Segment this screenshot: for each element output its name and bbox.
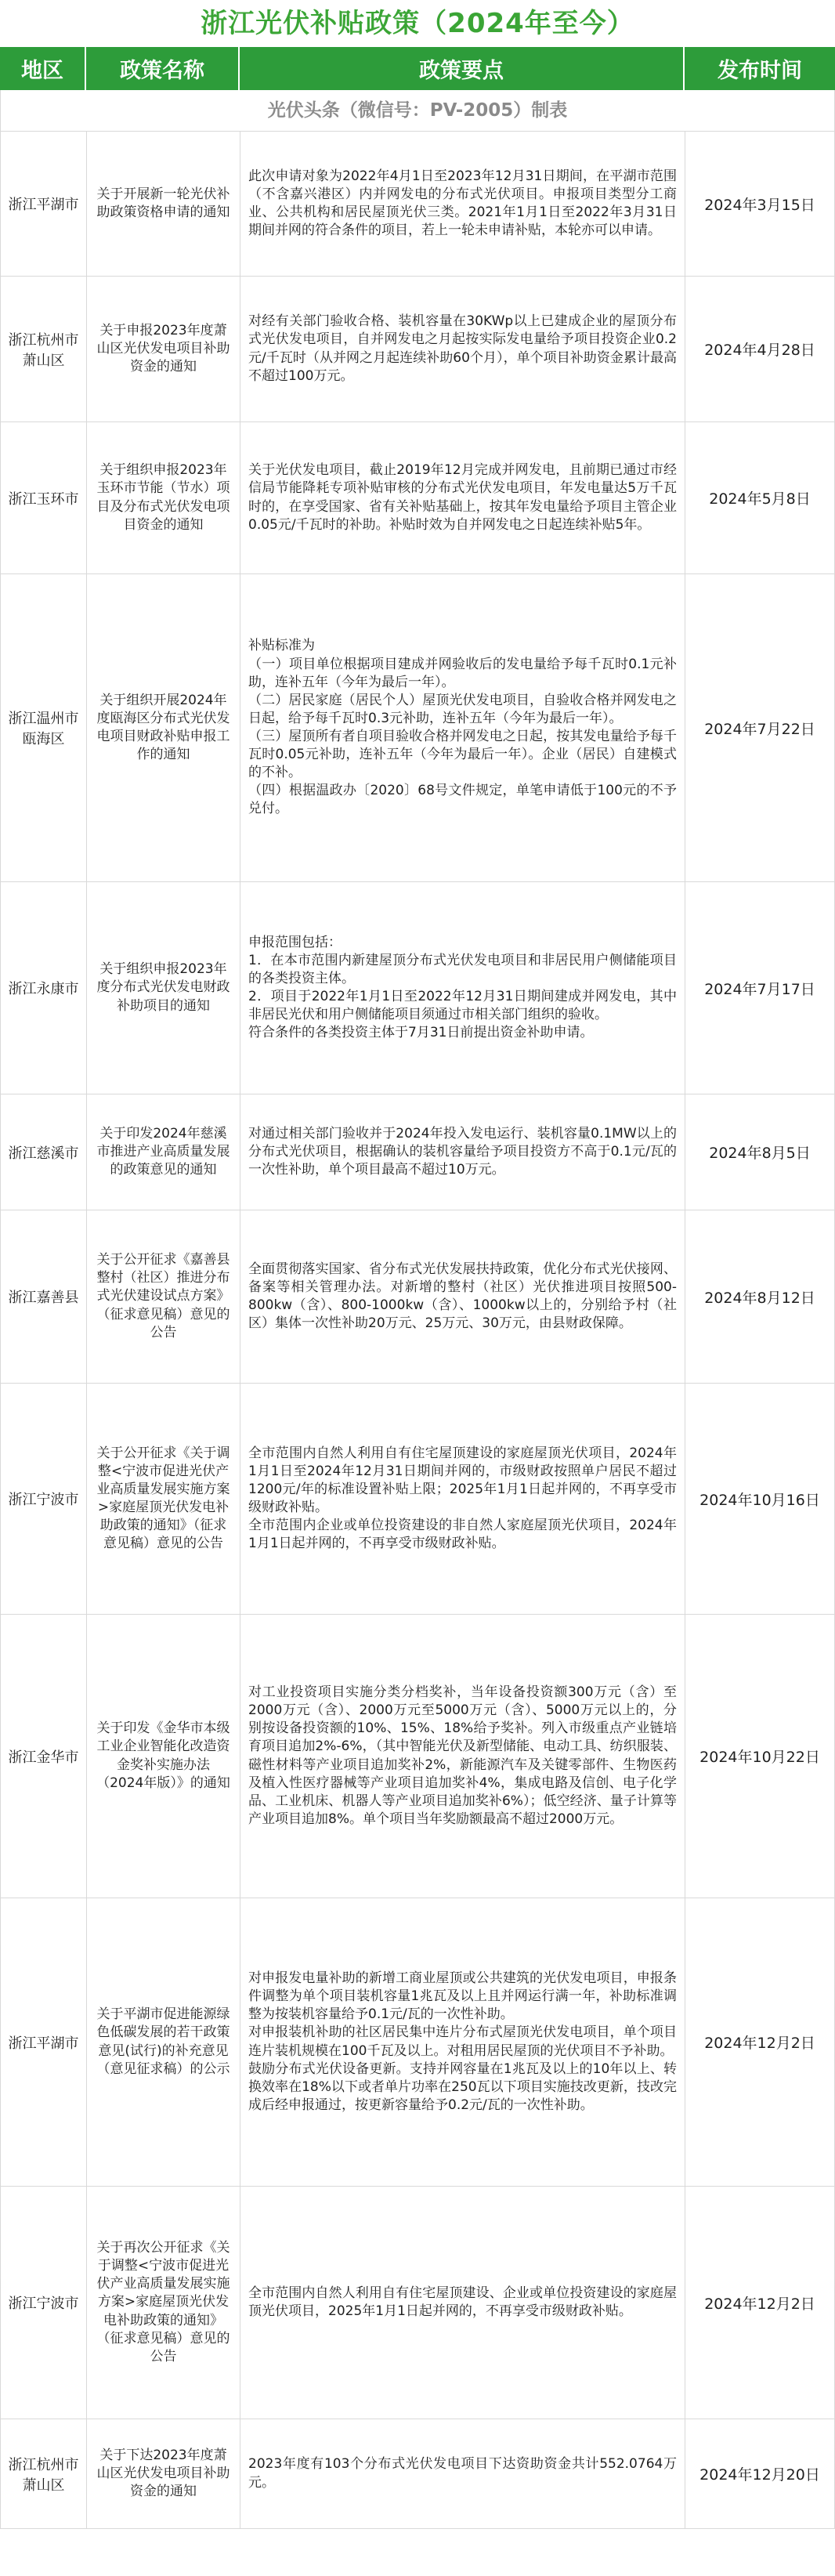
table-row bbox=[0, 132, 835, 277]
region-cell: 浙江平湖市 bbox=[0, 132, 86, 276]
table-row bbox=[0, 1210, 835, 1384]
table-row bbox=[0, 2187, 835, 2419]
policy-name-cell: 关于开展新一轮光伏补助政策资格申请的通知 bbox=[86, 132, 240, 276]
policy-points-cell: 对经有关部门验收合格、装机容量在30KWp以上已建成企业的屋顶分布式光伏发电项目，自并网发电之月起按实际发电量给予项目投资企业0.2元/千瓦时（从并网之月起连续补助60个月），单个项目补助资金累计最高不超过100万元。 bbox=[240, 277, 685, 421]
table-row bbox=[0, 1094, 835, 1210]
release-date-cell: 2024年7月22日 bbox=[685, 574, 835, 881]
policy-points-cell: 关于光伏发电项目，截止2019年12月完成并网发电，且前期已通过市经信局节能降耗专项补贴审核的分布式光伏发电项目，年发电量达5万千瓦时的，在享受国家、省有关补贴基础上，按其年发电量给予项目主管企业0.05元/千瓦时的补助。补贴时效为自并网发电之日起连续补贴5年。 bbox=[240, 422, 685, 573]
region-cell: 浙江玉环市 bbox=[0, 422, 86, 573]
policy-name-cell: 关于申报2023年度萧山区光伏发电项目补助资金的通知 bbox=[86, 277, 240, 421]
column-header-release-date: 发布时间 bbox=[718, 59, 802, 83]
region-cell: 浙江永康市 bbox=[0, 882, 86, 1094]
policy-points-cell: 全面贯彻落实国家、省分布式光伏发展扶持政策，优化分布式光伏接网、备案等相关管理办法。对新增的整村（社区）光伏推进项目按照500-800kw（含）、800-1000kw（含）、1000kw以上的，分别给予村（社区）集体一次性补助20万元、25万元、30万元，由县财政保障。 bbox=[240, 1210, 685, 1383]
region-cell: 浙江杭州市萧山区 bbox=[0, 277, 86, 421]
release-date-cell: 2024年12月2日 bbox=[685, 1898, 835, 2186]
release-date-cell: 2024年3月15日 bbox=[685, 132, 835, 276]
policy-points-cell: 此次申请对象为2022年4月1日至2023年12月31日期间，在平湖市范围（不含嘉兴港区）内并网发电的分布式光伏项目。申报项目类型分工商业、公共机构和居民屋顶光伏三类。2021年1月1日至2022年3月31日期间并网的符合条件的项目，若上一轮未申请补贴，本轮亦可以申请。 bbox=[240, 132, 685, 276]
source-note: 光伏头条（微信号：PV-2005）制表 bbox=[0, 90, 835, 131]
release-date-cell: 2024年7月17日 bbox=[685, 882, 835, 1094]
policy-name-cell: 关于下达2023年度萧山区光伏发电项目补助资金的通知 bbox=[86, 2419, 240, 2528]
region-cell: 浙江宁波市 bbox=[0, 2187, 86, 2419]
table-row bbox=[0, 2419, 835, 2529]
table-row bbox=[0, 882, 835, 1094]
column-header-policy-points: 政策要点 bbox=[240, 47, 685, 90]
policy-name-cell: 关于公开征求《嘉善县整村（社区）推进分布式光伏建设试点方案》（征求意见稿）意见的公告 bbox=[86, 1210, 240, 1383]
policy-points-cell: 补贴标准为 （一）项目单位根据项目建成并网验收后的发电量给予每千瓦时0.1元补助，连补五年（今年为最后一年）。 （二）居民家庭（居民个人）屋顶光伏发电项目，自验收合格并网发电之日起，给予每千瓦时0.3元补助，连补五年（今年为最后一年）。 （三）屋顶所有者自项目验收合格并网发电之日起，按其发电量给予每千瓦时0.05元补助，连补五年（今年为最后一年）。企业（居民）自建模式的不补。 （四）根据温政办〔2020〕68号文件规定，单笔申请低于100元的不予兑付。 bbox=[240, 574, 685, 881]
policy-name-cell: 关于平湖市促进能源绿色低碳发展的若干政策意见(试行)的补充意见（意见征求稿）的公示 bbox=[86, 1898, 240, 2186]
release-date-cell: 2024年4月28日 bbox=[685, 277, 835, 421]
table-row bbox=[0, 1898, 835, 2187]
table-row bbox=[0, 1384, 835, 1615]
table-row bbox=[0, 1615, 835, 1898]
region-cell: 浙江宁波市 bbox=[0, 1384, 86, 1614]
region-cell: 浙江慈溪市 bbox=[0, 1094, 86, 1210]
policy-name-cell: 关于印发2024年慈溪市推进产业高质量发展的政策意见的通知 bbox=[86, 1094, 240, 1210]
release-date-cell: 2024年10月22日 bbox=[685, 1615, 835, 1898]
release-date-cell: 2024年8月5日 bbox=[685, 1094, 835, 1210]
release-date-cell: 2024年12月20日 bbox=[685, 2419, 835, 2528]
policy-points-cell: 对工业投资项目实施分类分档奖补，当年设备投资额300万元（含）至2000万元（含）、2000万元至5000万元（含）、5000万元以上的，分别按设备投资额的10%、15%、18%给予奖补。列入市级重点产业链培育项目追加2%-6%，（其中智能光伏及新型储能、电动工具、纺织服装、磁性材料等产业项目追加奖补2%，新能源汽车及关键零部件、生物医药及植入性医疗器械等产业项目追加奖补4%，集成电路及信创、电子化学品、工业机床、机器人等产业项目追加奖补6%）；低空经济、量子计算等产业项目追加8%。单个项目当年奖励额最高不超过2000万元。 bbox=[240, 1615, 685, 1898]
release-date-cell: 2024年10月16日 bbox=[685, 1384, 835, 1614]
policy-name-cell: 关于组织申报2023年玉环市节能（节水）项目及分布式光伏发电项目资金的通知 bbox=[86, 422, 240, 573]
policy-points-cell: 全市范围内自然人利用自有住宅屋顶建设的家庭屋顶光伏项目，2024年1月1日至2024年12月31日期间并网的，市级财政按照单户居民不超过1200元/年的标准设置补贴上限；2025年1月1日起并网的，不再享受市级财政补贴。 全市范围内企业或单位投资建设的非自然人家庭屋顶光伏项目，2024年1月1日起并网的，不再享受市级财政补贴。 bbox=[240, 1384, 685, 1614]
policy-name-cell: 关于公开征求《关于调整<宁波市促进光伏产业高质量发展实施方案>家庭屋顶光伏发电补助政策的通知》（征求意见稿）意见的公告 bbox=[86, 1384, 240, 1614]
region-cell: 浙江金华市 bbox=[0, 1615, 86, 1898]
table-header bbox=[0, 47, 835, 90]
table-row bbox=[0, 422, 835, 574]
policy-points-cell: 全市范围内自然人利用自有住宅屋顶建设、企业或单位投资建设的家庭屋顶光伏项目，2025年1月1日起并网的，不再享受市级财政补贴。 bbox=[240, 2187, 685, 2419]
region-cell: 浙江嘉善县 bbox=[0, 1210, 86, 1383]
policy-points-cell: 2023年度有103个分布式光伏发电项目下达资助资金共计552.0764万元。 bbox=[240, 2419, 685, 2528]
column-header-region: 地区 bbox=[0, 47, 86, 90]
policy-name-cell: 关于印发《金华市本级工业企业智能化改造资金奖补实施办法（2024年版）》的通知 bbox=[86, 1615, 240, 1898]
release-date-cell: 2024年8月12日 bbox=[685, 1210, 835, 1383]
policy-name-cell: 关于再次公开征求《关于调整<宁波市促进光伏产业高质量发展实施方案>家庭屋顶光伏发电补助政策的通知》（征求意见稿）意见的公告 bbox=[86, 2187, 240, 2419]
table-row bbox=[0, 574, 835, 882]
policy-points-cell: 对通过相关部门验收并于2024年投入发电运行、装机容量0.1MW以上的分布式光伏项目，根据确认的装机容量给予项目投资方不高于0.1元/瓦的一次性补助，单个项目最高不超过10万元。 bbox=[240, 1094, 685, 1210]
policy-name-cell: 关于组织申报2023年度分布式光伏发电财政补助项目的通知 bbox=[86, 882, 240, 1094]
column-header-policy-name: 政策名称 bbox=[86, 47, 240, 90]
region-cell: 浙江温州市瓯海区 bbox=[0, 574, 86, 881]
policy-points-cell: 对申报发电量补助的新增工商业屋顶或公共建筑的光伏发电项目，申报条件调整为单个项目装机容量1兆瓦及以上且并网运行满一年，补助标准调整为按装机容量给予0.1元/瓦的一次性补助。 对申报装机补助的社区居民集中连片分布式屋顶光伏发电项目，单个项目连片装机规模在100千瓦及以上。对租用居民屋顶的光伏项目不予补助。 鼓励分布式光伏设备更新。支持并网容量在1兆瓦及以上的10年以上、转换效率在18%以下或者单片功率在250瓦以下项目实施技改更新，技改完成后经申报通过，按更新容量给予0.2元/瓦的一次性补助。 bbox=[240, 1898, 685, 2186]
page-title: 浙江光伏补贴政策（2024年至今） bbox=[201, 8, 634, 39]
release-date-cell: 2024年5月8日 bbox=[685, 422, 835, 573]
policy-name-cell: 关于组织开展2024年度瓯海区分布式光伏发电项目财政补贴申报工作的通知 bbox=[86, 574, 240, 881]
table-row bbox=[0, 277, 835, 422]
region-cell: 浙江平湖市 bbox=[0, 1898, 86, 2186]
policy-table bbox=[0, 131, 835, 2529]
release-date-cell: 2024年12月2日 bbox=[685, 2187, 835, 2419]
region-cell: 浙江杭州市萧山区 bbox=[0, 2419, 86, 2528]
policy-points-cell: 申报范围包括： 1．在本市范围内新建屋顶分布式光伏发电项目和非居民用户侧储能项目的各类投资主体。 2．项目于2022年1月1日至2022年12月31日期间建成并网发电，其中非居民光伏和用户侧储能项目须通过市相关部门组织的验收。 符合条件的各类投资主体于7月31日前提出资金补助申请。 bbox=[240, 882, 685, 1094]
